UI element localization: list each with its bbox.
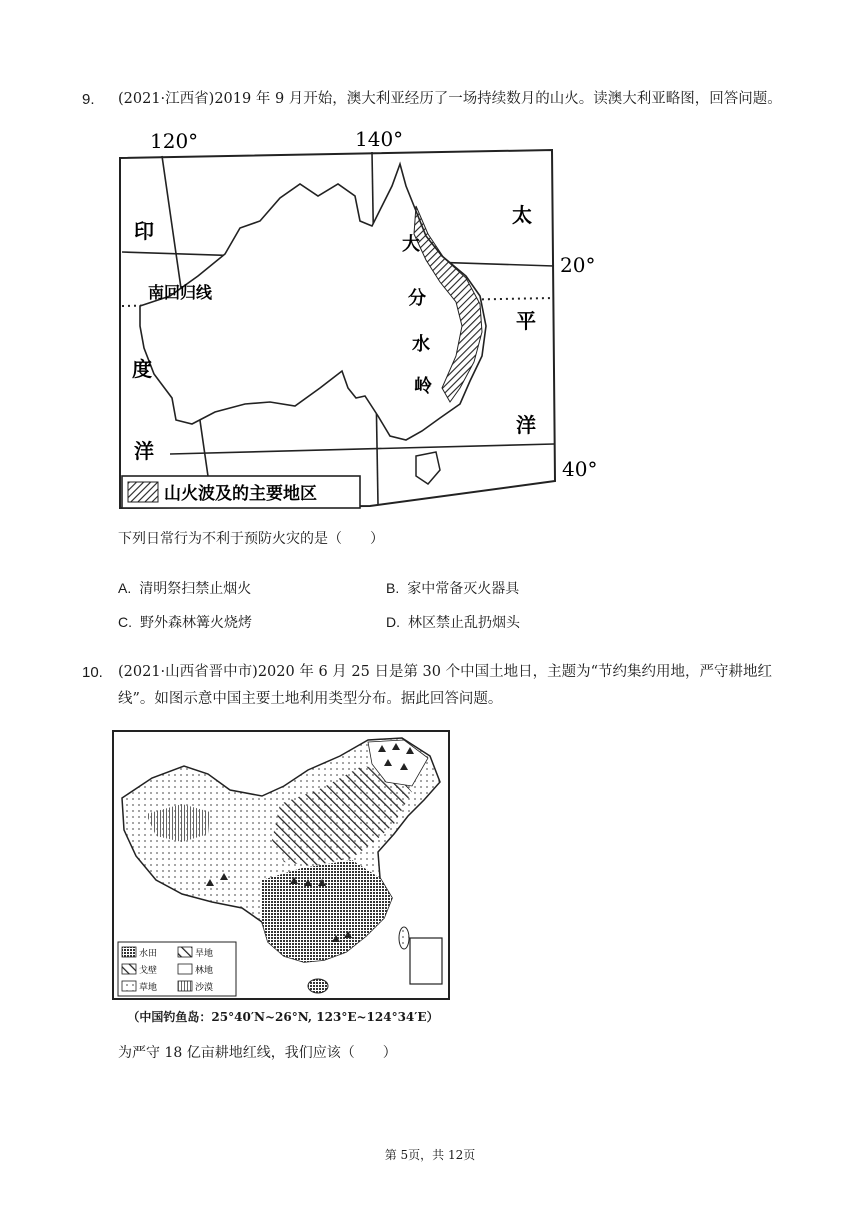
taiwan-island (399, 927, 409, 949)
q9-option-a[interactable] (118, 578, 251, 598)
q9-option-d[interactable] (386, 612, 520, 632)
q9-option-b[interactable] (386, 578, 519, 598)
ocean-east-3: 洋 (516, 413, 536, 437)
option-text: 清明祭扫禁止烟火 (139, 581, 252, 597)
question-text: (2021·江西省)2019 年 9 月开始，澳大利亚经历了一场持续数月的山火。读澳大利亚略图，回答问题。 (118, 91, 782, 107)
ocean-east-2: 平 (516, 309, 536, 333)
map-legend (122, 476, 360, 508)
legend-gobi: 戈壁 (139, 966, 158, 976)
legend-grassland: 草地 (139, 983, 158, 993)
range-char-2: 分 (408, 288, 426, 309)
australia-map (110, 126, 610, 512)
range-char-1: 大 (402, 234, 420, 255)
ocean-west-3: 洋 (134, 439, 154, 463)
land-use-legend (118, 942, 236, 996)
range-char-4: 岭 (414, 376, 432, 397)
legend-paddy: 水田 (139, 949, 158, 959)
option-text: 家中常备灭火器具 (407, 581, 520, 597)
option-label: B. (386, 580, 400, 596)
ocean-east-1: 太 (512, 203, 532, 227)
legend-desert: 沙漠 (195, 983, 214, 993)
ocean-west-1: 印 (134, 219, 154, 243)
legend-forest: 林地 (195, 966, 214, 976)
label-lat-20: 20° (560, 253, 596, 277)
question-text: (2021·山西省晋中市)2020 年 6 月 25 日是第 30 个中国土地日，主题为“节约集约用地，严守耕地红线”。如图示意中国主要土地利用类型分布。据此回答问题。 (118, 664, 773, 707)
question-number: 10. (82, 664, 103, 681)
option-label: D. (386, 614, 400, 630)
option-label: A. (118, 580, 132, 596)
label-lon-140: 140° (355, 127, 404, 151)
south-china-sea-inset (410, 938, 442, 984)
legend-label: 山火波及的主要地区 (164, 484, 317, 504)
china-land-use-map (112, 730, 452, 1002)
q9-subquestion: 下列日常行为不利于预防火灾的是（ ） (118, 531, 384, 547)
range-char-3: 水 (412, 334, 430, 355)
label-lat-40: 40° (562, 457, 598, 481)
question-9 (82, 86, 802, 113)
hainan-island (308, 979, 328, 993)
question-10 (82, 659, 802, 713)
legend-dryland: 旱地 (195, 949, 214, 959)
label-lon-120: 120° (150, 129, 199, 153)
option-text: 林区禁止乱扔烟头 (408, 615, 520, 631)
ocean-west-2: 度 (132, 357, 152, 381)
label-tropic: 南回归线 (148, 283, 213, 302)
page-footer: 第 5页，共 12页 (384, 1148, 476, 1162)
option-label: C. (118, 614, 132, 630)
q10-subquestion: 为严守 18 亿亩耕地红线，我们应该（ ） (118, 1045, 397, 1061)
option-text: 野外森林篝火烧烤 (140, 615, 252, 631)
q9-option-c[interactable] (118, 612, 252, 632)
question-number: 9. (82, 91, 95, 108)
map-caption: （中国钓鱼岛：25°40′N~26°N, 123°E~124°34′E） (127, 1010, 439, 1024)
